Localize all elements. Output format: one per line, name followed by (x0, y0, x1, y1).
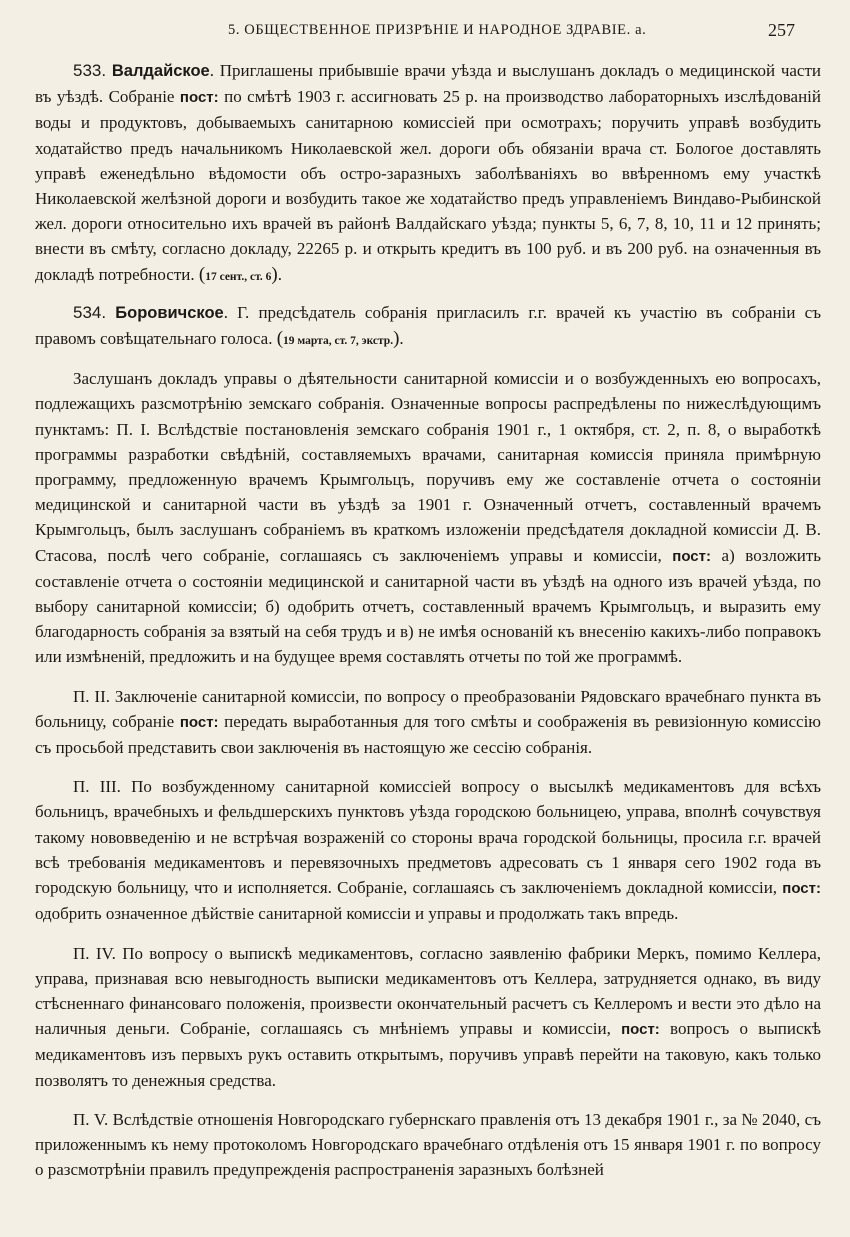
resolution-marker: пост: (621, 1021, 660, 1039)
paragraph-text: П. II. Заключеніе санитарной комиссіи, по вопросу о преобразованіи Рядовскаго врачебнаго пункта въ больницу, собраніе (35, 686, 821, 731)
paragraph-text: а) возложить составленіе отчета о состояніи медицинской и санитарной части въ уѣздѣ на одного изъ врачей уѣзда, по выбору санитарной комиссіи; б) одобрить отчетъ, составленный врачемъ Крымгольцъ, и выразить ему благодарность собранія за взятый на себя трудъ и в) не имѣя основаній къ внесенію какихъ-либо поправокъ или измѣненій, предложить и на будущее время составлять отчеты по той же программѣ. (35, 545, 822, 667)
paragraph-text: . Г. предсѣдатель собранія пригласилъ г.г. врачей къ участію въ собраніи съ правомъ совѣщательнаго голоса. (35, 302, 822, 349)
paragraph-point-2 (35, 684, 821, 761)
paragraph-point-5 (35, 1107, 821, 1183)
resolution-marker: пост: (782, 880, 821, 898)
paragraph-text: П. V. Вслѣдствіе отношенія Новгородскаго губернскаго правленія отъ 13 декабря 1901 г., за № 2040, съ приложеннымъ къ нему протоколомъ Новгородскаго врачебнаго отдѣленія отъ 15 января 1901 г. по вопросу о разсмотрѣніи правилъ предупрежденія распространенія заразныхъ болѣзней (35, 1109, 821, 1180)
paragraph-533: 533. Валдайское. Приглашены прибывшіе врачи уѣзда и выслушанъ докладъ о медицинской части въ уѣздѣ. Собраніе пост: по смѣтѣ 1903 г. ассигновать 25 р. на производство лабораторныхъ изслѣдованій воды и продуктовъ, добываемыхъ санитарною комиссіей при осмотрахъ; поручить управѣ возбудить ходатайство предъ начальникомъ Николаевской жел. дороги объ обязаніи врача ст. Бологое доставлять управѣ еженедѣльно вѣдомости объ остро-заразныхъ заболѣваніяхъ во ввѣренномъ ему участкѣ Николаевской желѣзной дороги и возбудить такое же ходатайство предъ управленіемъ Виндаво-Рыбинской жел. дороги относительно ихъ врачей въ районѣ Валдайскаго уѣзда; пункты 5, 6, 7, 8, 10, 11 и 12 принять; внести въ смѣту, согласно докладу, 22265 р. и открыть кредитъ въ 100 руб. и въ 200 руб. на означенныя въ докладѣ потребности. (17 сент., ст. 6). (35, 61, 822, 285)
paragraph-text: Заслушанъ докладъ управы о дѣятельности санитарной комиссіи и о возбужденныхъ ею вопросахъ, подлежащихъ разсмотрѣнію земскаго собранія. Означенные вопросы распредѣлены по нижеслѣдующимъ пунктамъ: П. I. Вслѣдствіе постановленія земскаго собранія 1901 г., 1 октября, ст. 2, п. 8, о выработкѣ программы разработки свѣдѣній, составляемыхъ врачами, санитарная комиссія приняла примѣрную программу, предложенную врачемъ Крымгольцъ, поручивъ ему же составленіе отчета о состояніи медицинской и санитарной части въ уѣздѣ за 1901 г. Означенный отчетъ, составленный врачемъ Крымгольцъ, былъ заслушанъ собраніемъ въ краткомъ изложеніи предсѣдателя докладной комиссіи Д. В. Стасова, послѣ чего собраніе, соглашаясь съ заключеніемъ управы и комиссіи, (35, 369, 821, 565)
district-name: Боровичское (115, 303, 224, 322)
resolution-marker: пост: (179, 89, 219, 107)
resolution-marker: пост: (672, 547, 711, 565)
entry-number: 533. (73, 61, 107, 80)
body-text (35, 58, 821, 1182)
paragraph-point-4 (35, 941, 821, 1093)
paragraph-534: 534. Боровичское. Г. предсѣдатель собранія пригласилъ г.г. врачей къ участію въ собраніи съ правомъ совѣщательнаго голоса. (19 марта, ст. 7, экстр.). (35, 302, 822, 350)
paragraph-text: вопросъ о выпискѣ медикаментовъ изъ первыхъ рукъ оставить открытымъ, поручивъ управѣ перейти на таковую, какъ только позволятъ то денежныя средства. (35, 1019, 821, 1090)
paragraph-text: по смѣтѣ 1903 г. ассигновать 25 р. на производство лабораторныхъ изслѣдованій воды и продуктовъ, добываемыхъ санитарною комиссіей при осмотрахъ; поручить управѣ возбудить ходатайство предъ начальникомъ Николаевской жел. дороги объ обязаніи врача ст. Бологое доставлять управѣ еженедѣльно вѣдомости объ остро-заразныхъ заболѣваніяхъ во ввѣренномъ ему участкѣ Николаевской желѣзной дороги и возбудить такое же ходатайство предъ управленіемъ Виндаво-Рыбинской жел. дороги относительно ихъ врачей въ районѣ Валдайскаго уѣзда; пункты 5, 6, 7, 8, 10, 11 и 12 принять; внести въ смѣту, согласно докладу, 22265 р. и открыть кредитъ въ 100 руб. и въ 200 руб. на означенныя въ докладѣ потребности. (35, 87, 822, 284)
paragraph-text: . Приглашены прибывшіе врачи уѣзда и выслушанъ докладъ о медицинской части въ уѣздѣ. Собраніе (35, 61, 822, 107)
paragraph-text: одобрить означенное дѣйствіе санитарной комиссіи и управы и продолжать такъ впредь. (35, 904, 679, 924)
paragraph-text: П. III. По возбужденному санитарной комиссіей вопросу о высылкѣ медикаментовъ для всѣхъ больницъ, врачебныхъ и фельдшерскихъ пунктовъ уѣзда городскою больницею, управа, вполнѣ сочувствуя такому нововведенію и не встрѣчая возраженій со стороны врача городской больницы, просила г.г. врачей всѣ требованія медикаментовъ и перевязочныхъ предметовъ адресовать съ 1 января сего 1902 года въ городскую больницу, что и исполняется. Собраніе, соглашаясь съ заключеніемъ докладной комиссіи, (35, 777, 821, 898)
district-name: Валдайское (111, 62, 210, 80)
paragraph-report (35, 366, 821, 669)
paragraph-text: передать выработанныя для того смѣты и соображенія въ ревизіонную комиссію съ просьбой представить свои заключенія въ настоящую же сессію собранія. (35, 711, 822, 758)
paragraph-text: П. IV. По вопросу о выпискѣ медикаментовъ, согласно заявленію фабрики Меркъ, помимо Келлера, управа, признавая всю невыгодность выписки медикаментовъ отъ Келлера, затрудняется однако, въ виду стѣсненнаго финансоваго положенія, произвести окончательный расчетъ съ Келлеромъ и вести это дѣло на наличныя деньги. Собраніе, соглашаясь съ мнѣніемъ управы и комиссіи, (35, 943, 821, 1039)
entry-number: 534. (73, 302, 107, 322)
page-number: 257 (768, 20, 795, 40)
running-header (0, 20, 850, 44)
paragraph-point-3 (35, 774, 821, 926)
source-reference: 19 марта, ст. 7, экстр. (283, 335, 394, 348)
section-title: 5. ОБЩЕСТВЕННОЕ ПРИЗРѢНІЕ И НАРОДНОЕ ЗДРАВІЕ. а. (228, 22, 647, 38)
resolution-marker: пост: (179, 713, 219, 731)
source-reference: 17 сент., ст. 6 (205, 270, 272, 283)
